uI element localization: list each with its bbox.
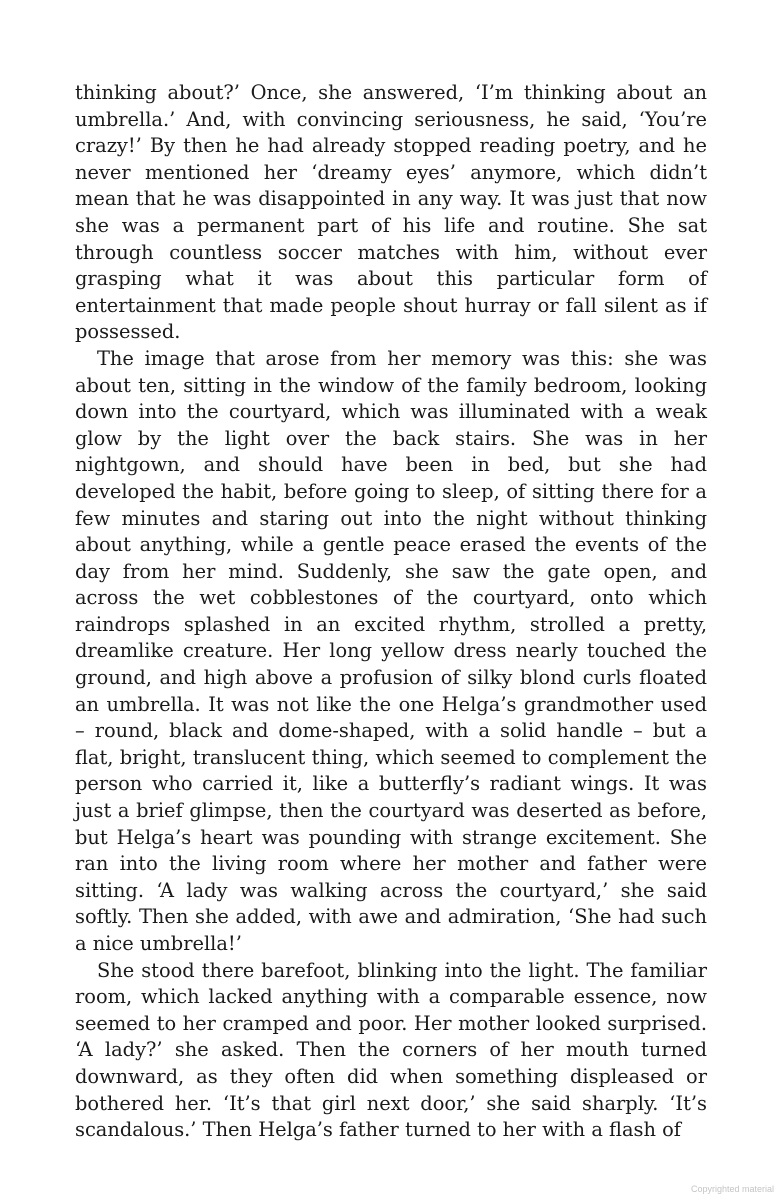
paragraph-1: thinking about?’ Once, she answered, ‘I’m thinking about an umbrella.’ And, with convincing seriousness, he said, ‘You’re crazy!’ By then he had already stopped reading poetry, and he never mentioned her ‘dreamy eyes’ anymore, which didn’t mean that he was disappointed in any way. It was just that now she was a permanent part of his life and routine. She sat through countless soccer matches with him, without ever grasping what it was about this particular form of entertainment that made people shout hurray or fall silent as if possessed. — [75, 81, 707, 344]
book-page — [75, 80, 707, 1144]
copyright-watermark: Copyrighted material — [690, 1184, 774, 1194]
paragraph-3: She stood there barefoot, blinking into the light. The familiar room, which lacked anything with a comparable essence, now seemed to her cramped and poor. Her mother looked surprised. ‘A lady?’ she asked. Then the corners of her mouth turned downward, as they often did when something displeased or bothered her. ‘It’s that girl next door,’ she said sharply. ‘It’s scandalous.’ Then Helga’s father turned to her with a flash of — [75, 958, 707, 1142]
paragraph-2: The image that arose from her memory was this: she was about ten, sitting in the window of the family bedroom, looking down into the courtyard, which was illuminated with a weak glow by the light over the back stairs. She was in her nightgown, and should have been in bed, but she had developed the habit, before going to sleep, of sitting there for a few minutes and staring out into the night without thinking about anything, while a gentle peace erased the events of the day from her mind. Suddenly, she saw the gate open, and across the wet cobblestones of the courtyard, onto which raindrops splashed in an excited rhythm, strolled a pretty, dreamlike creature. Her long yellow dress nearly touched the ground, and high above a profusion of silky blond curls floated an umbrella. It was not like the one Helga’s grandmother used – round, black and dome-shaped, with a solid handle – but a flat, bright, translucent thing, which seemed to complement the person who carried it, like a butterfly’s radiant wings. It was just a brief glimpse, then the courtyard was deserted as before, but Helga’s heart was pounding with strange excitement. She ran into the living room where her mother and father were sitting. ‘A lady was walking across the courtyard,’ she said softly. Then she added, with awe and admiration, ‘She had such a nice umbrella!’ — [75, 346, 707, 955]
